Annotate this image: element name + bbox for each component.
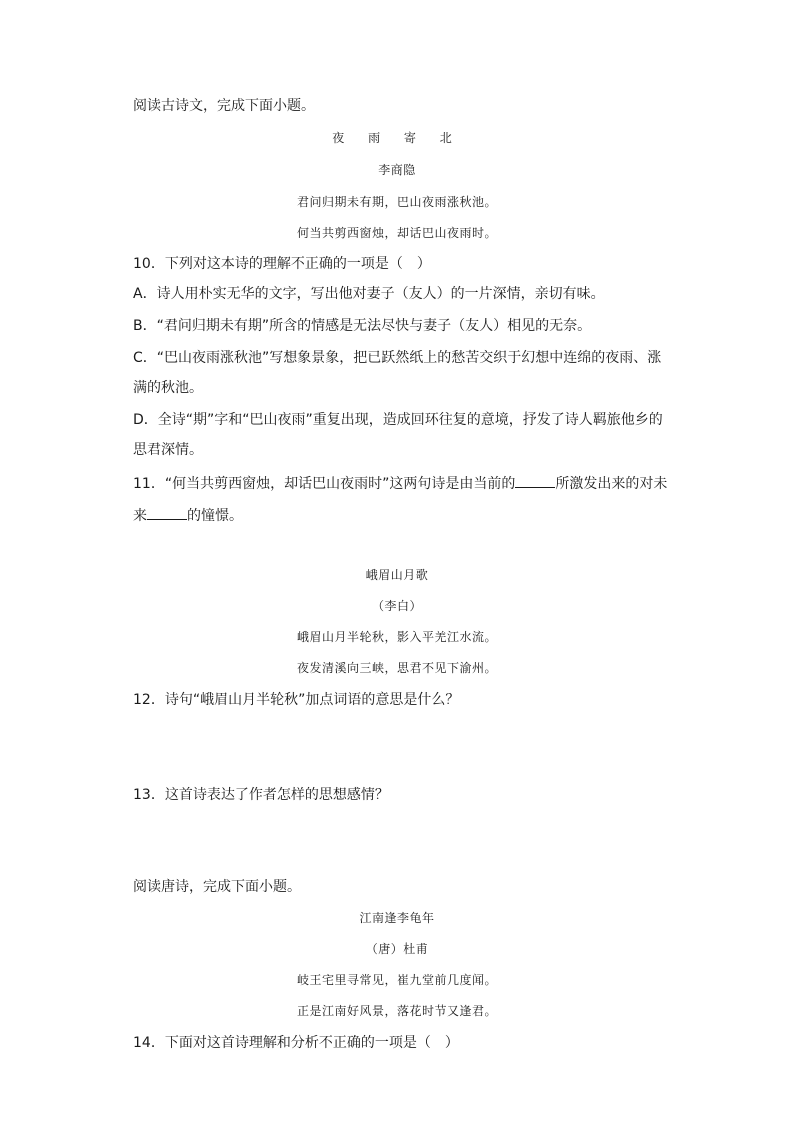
question-10-option-c-cont: 满的秋池。 (133, 380, 203, 396)
question-10-option-d: D．全诗“期”字和“巴山夜雨”重复出现，造成回环往复的意境，抒发了诗人羁旅他乡的 (133, 412, 663, 428)
poem-line: 何当共剪西窗烛，却话巴山夜雨时。 (296, 226, 497, 240)
poem-author-2: （李白） (371, 599, 422, 613)
poem-title-2: 峨眉山月歌 (365, 568, 429, 582)
question-11-cont (133, 505, 243, 525)
question-12: 12．诗句“峨眉山月半轮秋”加点词语的意思是什么？ (133, 692, 460, 708)
poem-line: 岐王宅里寻常见，崔九堂前几度闻。 (296, 973, 497, 987)
instruction-1: 阅读古诗文，完成下面小题。 (133, 98, 315, 114)
question-11-text: 的憧憬。 (187, 508, 243, 524)
question-11-text: 来 (133, 508, 147, 524)
question-11-text: 11．“何当共剪西窗烛，却话巴山夜雨时”这两句诗是由当前的 (133, 476, 516, 492)
answer-blank[interactable] (515, 473, 555, 488)
instruction-3: 阅读唐诗，完成下面小题。 (133, 879, 301, 895)
poem-line: 峨眉山月半轮秋，影入平羌江水流。 (296, 630, 497, 644)
answer-blank[interactable] (147, 505, 187, 520)
poem-author-3: （唐）杜甫 (365, 942, 429, 956)
poem-line: 夜发清溪向三峡，思君不见下渝州。 (296, 661, 497, 675)
poem-line: 君问归期未有期，巴山夜雨涨秋池。 (296, 195, 497, 209)
question-10-option-c: C．“巴山夜雨涨秋池”写想象景象，把已跃然纸上的愁苦交织于幻想中连绵的夜雨、涨 (133, 350, 662, 366)
question-13: 13．这首诗表达了作者怎样的思想感情？ (133, 787, 389, 803)
question-14: 14．下面对这首诗理解和分析不正确的一项是（ ） (133, 1035, 459, 1051)
question-10-option-b: B．“君问归期未有期”所含的情感是无法尽快与妻子（友人）相见的无奈。 (133, 318, 592, 334)
question-10-option-d-cont: 思君深情。 (133, 442, 203, 458)
poem-author-1: 李商隐 (378, 163, 416, 177)
poem-line: 正是江南好风景，落花时节又逢君。 (296, 1004, 497, 1018)
question-10-option-a: A．诗人用朴实无华的文字，写出他对妻子（友人）的一片深情，亲切有味。 (133, 286, 605, 302)
question-11 (133, 473, 667, 493)
question-10-stem: 10．下列对这本诗的理解不正确的一项是（ ） (133, 256, 431, 272)
question-11-text: 所激发出来的对未 (555, 476, 668, 492)
poem-title-3: 江南逢李龟年 (359, 911, 435, 925)
poem-title-1: 夜 雨 寄 北 (332, 131, 462, 145)
